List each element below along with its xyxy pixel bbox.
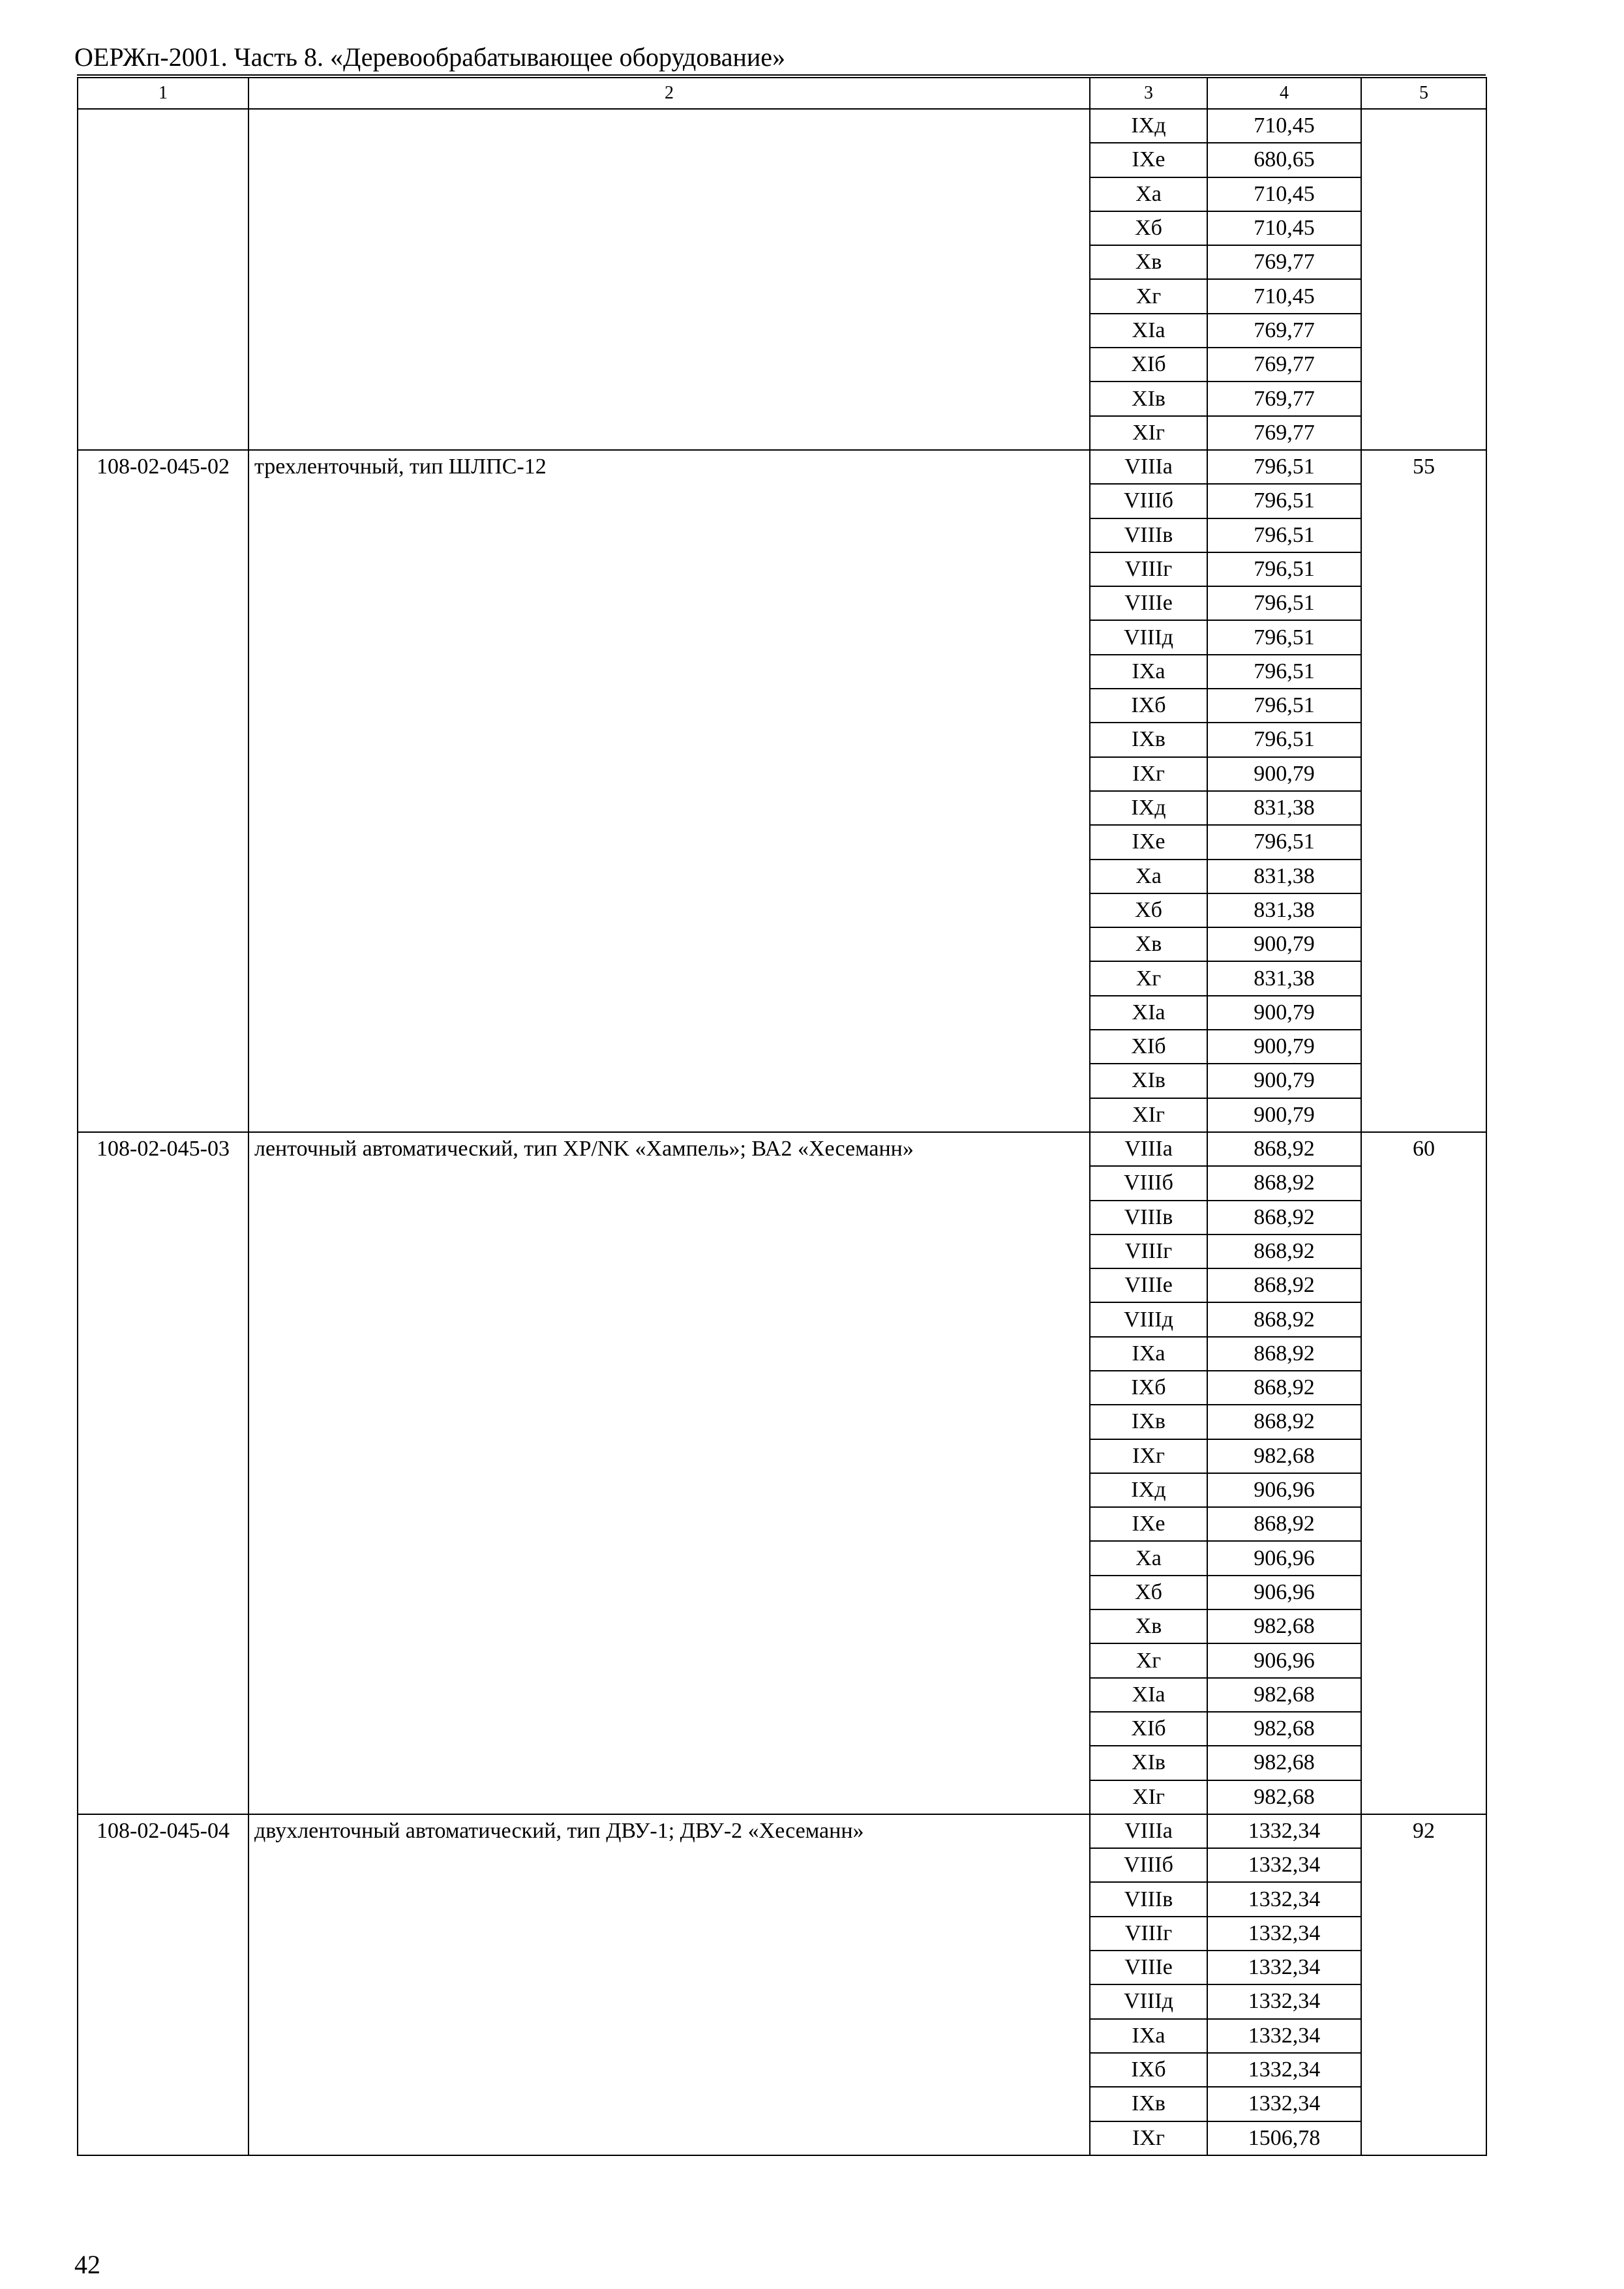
region-zone-cell: VIIIб: [1090, 1848, 1207, 1882]
region-zone-cell: IXб: [1090, 689, 1207, 723]
price-cell: 680,65: [1207, 143, 1361, 177]
region-zone-cell: VIIIд: [1090, 1984, 1207, 2018]
price-cell: 831,38: [1207, 893, 1361, 927]
column-number-3: 3: [1090, 78, 1207, 109]
region-zone-cell: VIIIв: [1090, 1201, 1207, 1234]
price-cell: 1332,34: [1207, 1814, 1361, 1848]
price-cell: 831,38: [1207, 791, 1361, 825]
price-cell: 796,51: [1207, 484, 1361, 518]
region-zone-cell: IXе: [1090, 825, 1207, 859]
price-cell: 1332,34: [1207, 2019, 1361, 2053]
region-zone-cell: XIа: [1090, 996, 1207, 1030]
price-cell: 1332,34: [1207, 2087, 1361, 2121]
region-zone-cell: Xб: [1090, 211, 1207, 245]
price-cell: 868,92: [1207, 1371, 1361, 1405]
region-zone-cell: Xб: [1090, 1576, 1207, 1609]
price-cell: 1332,34: [1207, 1951, 1361, 1984]
document-header-title: ОЕРЖп-2001. Часть 8. «Деревообрабатывающее оборудование»: [74, 42, 786, 72]
price-cell: 1332,34: [1207, 1917, 1361, 1951]
price-cell: 900,79: [1207, 1098, 1361, 1132]
price-cell: 796,51: [1207, 552, 1361, 586]
column-number-5: 5: [1361, 78, 1486, 109]
region-zone-cell: XIа: [1090, 314, 1207, 348]
price-cell: 1332,34: [1207, 1848, 1361, 1882]
price-cell: 710,45: [1207, 211, 1361, 245]
header-rule: [77, 74, 1486, 76]
region-zone-cell: VIIIв: [1090, 518, 1207, 552]
price-cell: 868,92: [1207, 1201, 1361, 1234]
price-cell: 982,68: [1207, 1712, 1361, 1746]
price-cell: 868,92: [1207, 1132, 1361, 1166]
region-zone-cell: IXв: [1090, 2087, 1207, 2121]
price-cell: 1332,34: [1207, 1984, 1361, 2018]
region-zone-cell: VIIIе: [1090, 1951, 1207, 1984]
labor-norm-cell: [1361, 109, 1486, 450]
labor-norm-cell: 92: [1361, 1814, 1486, 2155]
price-cell: 906,96: [1207, 1576, 1361, 1609]
price-cell: 796,51: [1207, 450, 1361, 484]
region-zone-cell: IXд: [1090, 1473, 1207, 1507]
price-cell: 796,51: [1207, 723, 1361, 756]
price-cell: 796,51: [1207, 689, 1361, 723]
table-row: [78, 1132, 1486, 1166]
region-zone-cell: IXа: [1090, 655, 1207, 689]
region-zone-cell: Xв: [1090, 927, 1207, 961]
price-cell: 906,96: [1207, 1643, 1361, 1677]
price-cell: 900,79: [1207, 757, 1361, 791]
column-number-1: 1: [78, 78, 248, 109]
region-zone-cell: Xа: [1090, 1541, 1207, 1575]
region-zone-cell: IXе: [1090, 143, 1207, 177]
region-zone-cell: IXв: [1090, 1405, 1207, 1439]
region-zone-cell: Xа: [1090, 860, 1207, 893]
price-cell: 796,51: [1207, 620, 1361, 654]
region-zone-cell: VIIIе: [1090, 586, 1207, 620]
price-cell: 710,45: [1207, 177, 1361, 211]
price-cell: 769,77: [1207, 314, 1361, 348]
price-cell: 900,79: [1207, 1030, 1361, 1064]
region-zone-cell: XIг: [1090, 416, 1207, 450]
region-zone-cell: XIб: [1090, 1030, 1207, 1064]
region-zone-cell: XIг: [1090, 1780, 1207, 1814]
region-zone-cell: VIIIб: [1090, 1166, 1207, 1200]
price-cell: 868,92: [1207, 1166, 1361, 1200]
region-zone-cell: IXг: [1090, 1439, 1207, 1473]
price-cell: 982,68: [1207, 1746, 1361, 1780]
price-cell: 982,68: [1207, 1780, 1361, 1814]
region-zone-cell: IXг: [1090, 2121, 1207, 2155]
price-cell: 1332,34: [1207, 2053, 1361, 2087]
price-table-body: [78, 78, 1486, 2155]
region-zone-cell: IXд: [1090, 109, 1207, 143]
region-zone-cell: IXа: [1090, 2019, 1207, 2053]
region-zone-cell: Xг: [1090, 961, 1207, 995]
region-zone-cell: IXа: [1090, 1337, 1207, 1371]
region-zone-cell: IXг: [1090, 757, 1207, 791]
region-zone-cell: IXв: [1090, 723, 1207, 756]
region-zone-cell: Xв: [1090, 245, 1207, 279]
price-cell: 1506,78: [1207, 2121, 1361, 2155]
price-cell: 868,92: [1207, 1507, 1361, 1541]
region-zone-cell: VIIIд: [1090, 620, 1207, 654]
region-zone-cell: VIIIе: [1090, 1268, 1207, 1302]
region-zone-cell: VIIIб: [1090, 484, 1207, 518]
price-cell: 796,51: [1207, 586, 1361, 620]
price-cell: 900,79: [1207, 1064, 1361, 1098]
labor-norm-cell: 55: [1361, 450, 1486, 1132]
price-cell: 796,51: [1207, 825, 1361, 859]
region-zone-cell: VIIIг: [1090, 552, 1207, 586]
price-cell: 710,45: [1207, 109, 1361, 143]
region-zone-cell: Xб: [1090, 893, 1207, 927]
region-zone-cell: IXб: [1090, 1371, 1207, 1405]
price-cell: 982,68: [1207, 1678, 1361, 1712]
price-cell: 868,92: [1207, 1302, 1361, 1336]
price-cell: 868,92: [1207, 1268, 1361, 1302]
item-description: [248, 109, 1090, 450]
region-zone-cell: VIIIг: [1090, 1917, 1207, 1951]
region-zone-cell: IXб: [1090, 2053, 1207, 2087]
region-zone-cell: VIIIв: [1090, 1882, 1207, 1916]
price-cell: 982,68: [1207, 1609, 1361, 1643]
region-zone-cell: XIб: [1090, 1712, 1207, 1746]
region-zone-cell: VIIIд: [1090, 1302, 1207, 1336]
price-cell: 796,51: [1207, 518, 1361, 552]
price-cell: 769,77: [1207, 416, 1361, 450]
region-zone-cell: IXд: [1090, 791, 1207, 825]
price-cell: 906,96: [1207, 1473, 1361, 1507]
price-cell: 796,51: [1207, 655, 1361, 689]
item-code: 108-02-045-04: [78, 1814, 248, 2155]
item-code: 108-02-045-02: [78, 450, 248, 1132]
column-number-2: 2: [248, 78, 1090, 109]
item-description: ленточный автоматический, тип XP/NK «Хампель»; ВА2 «Хесеманн»: [248, 1132, 1090, 1814]
item-code: [78, 109, 248, 450]
price-cell: 769,77: [1207, 245, 1361, 279]
table-row: [78, 109, 1486, 143]
region-zone-cell: XIв: [1090, 382, 1207, 415]
price-cell: 831,38: [1207, 961, 1361, 995]
price-cell: 906,96: [1207, 1541, 1361, 1575]
price-cell: 868,92: [1207, 1337, 1361, 1371]
region-zone-cell: Xа: [1090, 177, 1207, 211]
price-table: [77, 77, 1487, 2156]
region-zone-cell: XIа: [1090, 1678, 1207, 1712]
page-number: 42: [74, 2250, 100, 2279]
region-zone-cell: XIб: [1090, 348, 1207, 382]
column-number-4: 4: [1207, 78, 1361, 109]
price-cell: 710,45: [1207, 279, 1361, 313]
region-zone-cell: XIв: [1090, 1064, 1207, 1098]
region-zone-cell: VIIIа: [1090, 450, 1207, 484]
region-zone-cell: XIг: [1090, 1098, 1207, 1132]
region-zone-cell: Xг: [1090, 1643, 1207, 1677]
region-zone-cell: VIIIг: [1090, 1234, 1207, 1268]
table-row: [78, 450, 1486, 484]
column-number-row: [78, 78, 1486, 109]
price-cell: 868,92: [1207, 1234, 1361, 1268]
price-cell: 1332,34: [1207, 1882, 1361, 1916]
region-zone-cell: Xв: [1090, 1609, 1207, 1643]
price-cell: 900,79: [1207, 996, 1361, 1030]
price-cell: 982,68: [1207, 1439, 1361, 1473]
price-cell: 769,77: [1207, 382, 1361, 415]
region-zone-cell: VIIIа: [1090, 1814, 1207, 1848]
item-description: трехленточный, тип ШЛПС-12: [248, 450, 1090, 1132]
table-row: [78, 1814, 1486, 1848]
region-zone-cell: VIIIа: [1090, 1132, 1207, 1166]
region-zone-cell: Xг: [1090, 279, 1207, 313]
price-cell: 868,92: [1207, 1405, 1361, 1439]
item-description: двухленточный автоматический, тип ДВУ-1; ДВУ-2 «Хесеманн»: [248, 1814, 1090, 2155]
price-cell: 831,38: [1207, 860, 1361, 893]
region-zone-cell: XIв: [1090, 1746, 1207, 1780]
labor-norm-cell: 60: [1361, 1132, 1486, 1814]
region-zone-cell: IXе: [1090, 1507, 1207, 1541]
price-cell: 769,77: [1207, 348, 1361, 382]
price-cell: 900,79: [1207, 927, 1361, 961]
item-code: 108-02-045-03: [78, 1132, 248, 1814]
